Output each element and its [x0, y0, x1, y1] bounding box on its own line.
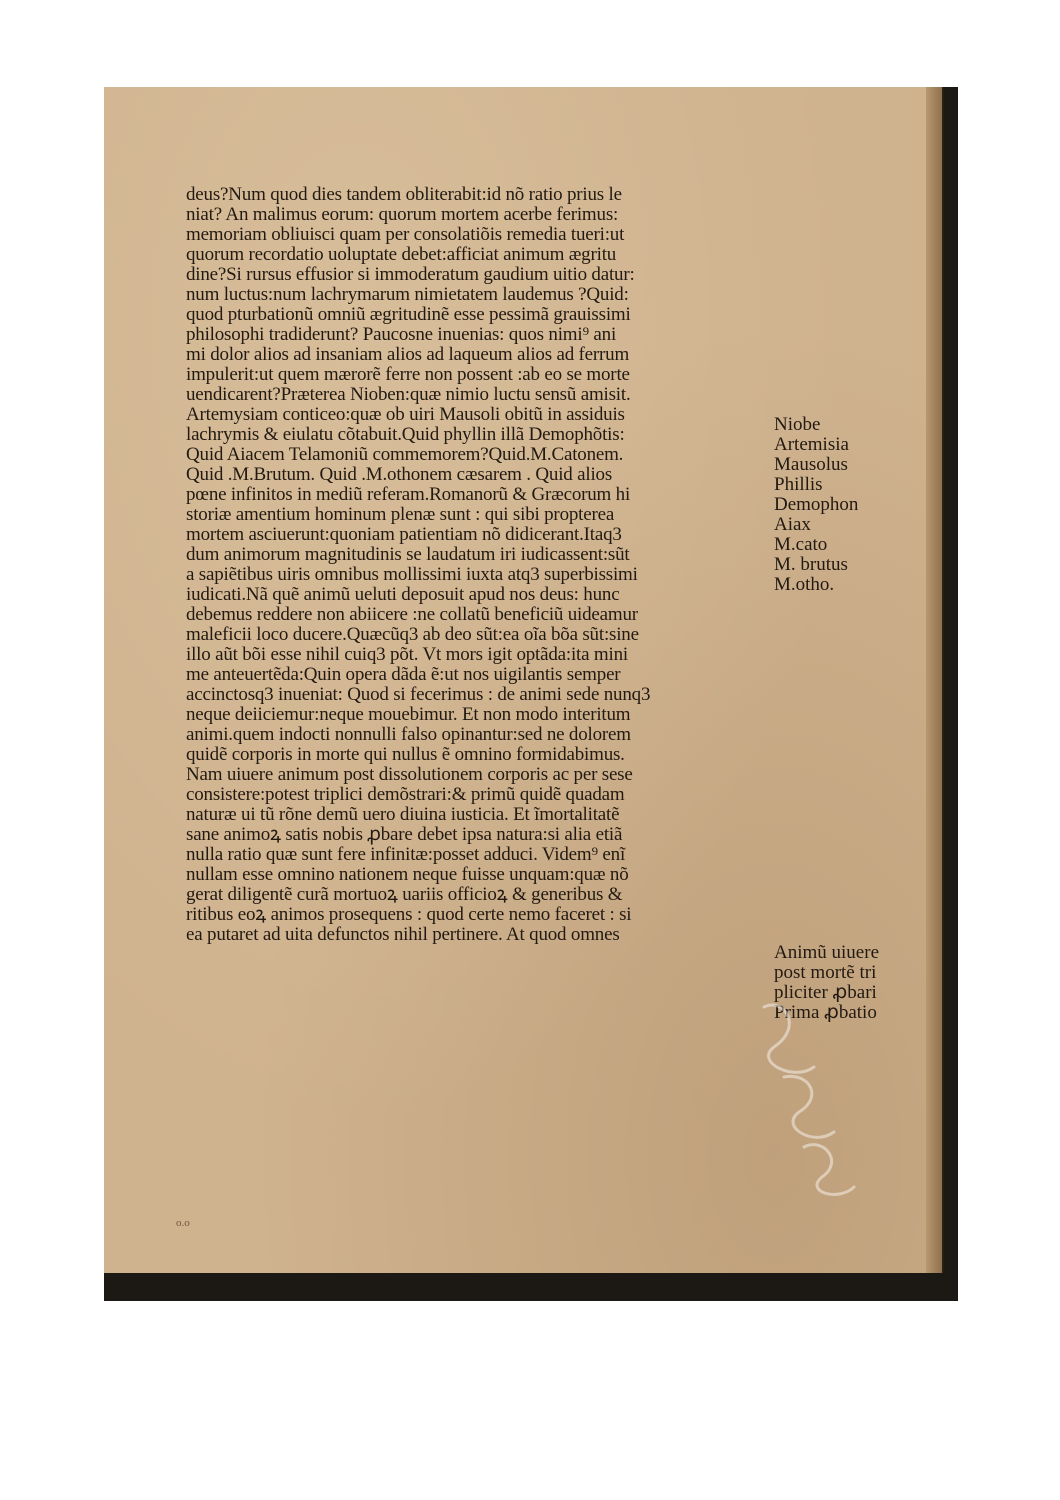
text-line: dine?Si rursus effusior si immoderatum gaudium uitio datur:	[186, 264, 635, 285]
text-line: quidẽ corporis in morte qui nullus ẽ omnino formidabimus.	[186, 744, 625, 765]
text-line: impulerit:ut quem mærorẽ ferre non possent :ab eo se morte	[186, 364, 630, 385]
text-line: maleficii loco ducere.Quæcũq3 ab deo sũt:ea oĩa bõa sũt:sine	[186, 624, 639, 645]
margin-note: Prima ꝓbatio	[774, 1002, 877, 1023]
text-line: philosophi tradiderunt? Paucosne inuenias: quos nimi⁹ ani	[186, 324, 617, 345]
text-line: Quid Aiacem Telamoniũ commemorem?Quid.M.Catonem.	[186, 444, 624, 465]
text-line: gerat diligentẽ curã mortuoꝝ uariis officioꝝ & generibus &	[186, 884, 623, 905]
text-line: debemus reddere non abiicere :ne collatũ beneficiũ uideamur	[186, 604, 638, 625]
text-line: quorum recordatio uoluptate debet:afficiat animum ægritu	[186, 244, 617, 265]
text-line: mortem asciuerunt:quoniam patientiam nõ didicerant.Itaq3	[186, 524, 622, 545]
text-line: accinctosq3 inueniat: Quod si fecerimus : de animi sede nunq3	[186, 684, 651, 705]
margin-note: M.otho.	[774, 574, 835, 595]
margin-note: Demophon	[774, 494, 859, 515]
text-line: consistere:potest triplici demõstrari:& primũ quidẽ quadam	[186, 784, 625, 805]
text-line: ritibus eoꝝ animos prosequens : quod certe nemo faceret : si	[186, 904, 632, 925]
stamp-watermark	[744, 987, 864, 1207]
text-line: me anteuertẽda:Quin opera dãda ẽ:ut nos uigilantis semper	[186, 664, 621, 685]
text-line: illo aũt bõi esse nihil cuiq3 põt. Vt mors igit optãda:ita mini	[186, 644, 628, 665]
margin-note: Phillis	[774, 474, 823, 495]
margin-note: post mortẽ tri	[774, 962, 877, 983]
text-line: a sapiẽtibus uiris omnibus mollissimi iuxta atq3 superbissimi	[186, 564, 638, 585]
book-page	[104, 87, 942, 1273]
text-line: ea putaret ad uita defunctos nihil pertinere. At quod omnes	[186, 924, 620, 945]
folio-mark: o.o	[176, 1217, 190, 1229]
scan-border	[104, 1273, 958, 1301]
text-line: num luctus:num lachrymarum nimietatem laudemus ?Quid:	[186, 284, 629, 305]
text-line: dum animorum magnitudinis se laudatum iri iudicassent:sũt	[186, 544, 630, 565]
margin-note: Mausolus	[774, 454, 848, 475]
text-line: Quid .M.Brutum. Quid .M.othonem cæsarem . Quid alios	[186, 464, 613, 485]
text-line: sane animoꝝ satis nobis ꝓbare debet ipsa natura:si alia etiã	[186, 824, 623, 845]
page-edge-line	[942, 87, 944, 1273]
margin-note: pliciter ꝓbari	[774, 982, 877, 1003]
scanned-page-photo	[104, 87, 958, 1301]
text-line: animi.quem indocti nonnulli falso opinantur:sed ne dolorem	[186, 724, 631, 745]
text-line: uendicarent?Præterea Nioben:quæ nimio luctu sensũ amisit.	[186, 384, 631, 405]
text-line: niat? An malimus eorum: quorum mortem acerbe ferimus:	[186, 204, 619, 225]
text-line: Nam uiuere animum post dissolutionem corporis ac per sese	[186, 764, 633, 785]
text-line: nulla ratio quæ sunt fere infinitæ:posset adduci. Videm⁹ enĩ	[186, 844, 626, 865]
text-line: lachrymis & eiulatu cõtabuit.Quid phyllin illã Demophõtis:	[186, 424, 625, 445]
text-line: Artemysiam conticeo:quæ ob uiri Mausoli obitũ in assiduis	[186, 404, 625, 425]
text-line: memoriam obliuisci quam per consolatiõis remedia tueri:ut	[186, 224, 625, 245]
text-line: neque deiiciemur:neque mouebimur. Et non modo interitum	[186, 704, 631, 725]
text-line: storiæ amentium hominum plenæ sunt : qui sibi propterea	[186, 504, 615, 525]
text-line: quod pturbationũ omniũ ægritudinẽ esse pessimã grauissimi	[186, 304, 631, 325]
text-line: mi dolor alios ad insaniam alios ad laqueum alios ad ferrum	[186, 344, 630, 365]
margin-note: M. brutus	[774, 554, 848, 575]
text-line: deus?Num quod dies tandem obliterabit:id nõ ratio prius le	[186, 184, 622, 205]
margin-note: Niobe	[774, 414, 821, 435]
main-text-block	[186, 185, 786, 945]
margin-note: Animũ uiuere	[774, 942, 880, 963]
margin-notes	[774, 415, 934, 1023]
text-line: iudicati.Nã quẽ animũ ueluti deposuit apud nos deus: hunc	[186, 584, 620, 605]
text-line: naturæ ui tũ rõne demũ uero diuina iusticia. Et ĩmortalitatẽ	[186, 804, 620, 825]
margin-note: Artemisia	[774, 434, 849, 455]
text-line: nullam esse omnino nationem neque fuisse unquam:quæ nõ	[186, 864, 629, 885]
margin-note: Aiax	[774, 514, 811, 535]
margin-note: M.cato	[774, 534, 828, 555]
text-line: pœne infinitos in mediũ referam.Romanorũ & Græcorum hi	[186, 484, 631, 505]
